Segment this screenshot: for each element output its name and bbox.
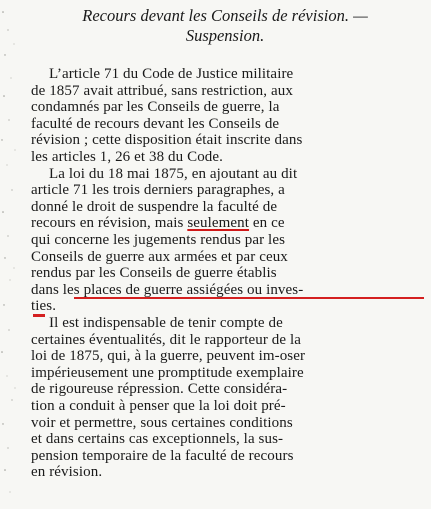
paragraph-1-line: révision ; cette disposition était inscrite dans	[31, 132, 303, 149]
paragraph-1-line: faculté de recours devant les Conseils de	[31, 115, 280, 132]
paragraph-3-line: Il est indispensable de tenir compte de	[49, 315, 283, 331]
paragraph-3-line: tion a conduit à penser que la loi doit pré-	[31, 398, 286, 414]
underlined-word: seulement	[187, 215, 250, 232]
paragraph-1-line: les articles 1, 26 et 38 du Code.	[31, 149, 224, 165]
paragraph-3-line: et dans certains cas exceptionnels, la sus-	[31, 431, 284, 448]
underlined-phrase: les places de guerre assiégées ou inves-	[62, 281, 304, 298]
text-run: en ce	[249, 215, 285, 232]
section-subheading: Suspension.	[185, 26, 265, 45]
paragraph-2-line: qui concerne les jugements rendus par les	[31, 232, 286, 248]
paragraph-2-line: donné le droit de suspendre la faculté de	[31, 198, 278, 215]
paragraph-1-line: de 1857 avait attribué, sans restriction, aux	[31, 82, 293, 99]
paragraph-2-line	[31, 215, 423, 232]
paragraph-1-line: condamnés par les Conseils de guerre, la	[31, 99, 280, 116]
paragraph-2-line: ties.	[31, 298, 57, 315]
paragraph-3-line: impérieusement une promptitude exemplaire	[31, 364, 304, 381]
text-run: dans	[31, 281, 63, 298]
scan-noise-margin	[0, 0, 18, 509]
text-run: recours en révision, mais	[31, 215, 188, 232]
paragraph-3-line: pension temporaire de la faculté de recours	[31, 447, 294, 464]
paragraph-2-line: article 71 les trois derniers paragraphes, a	[31, 182, 285, 199]
paragraph-3-line: certaines éventualités, dit le rapporteur de la	[31, 331, 301, 348]
paragraph-1-line: L’article 71 du Code de Justice militaire	[49, 66, 294, 82]
section-heading: Recours devant les Conseils de révision. —	[82, 6, 368, 25]
paragraph-2-line: La loi du 18 mai 1875, en ajoutant au dit	[49, 165, 298, 182]
paragraph-2-line: Conseils de guerre aux armées et par ceux	[31, 248, 288, 265]
paragraph-3-line: de rigoureuse répression. Cette considéra-	[31, 381, 288, 398]
paragraph-2-line: rendus par les Conseils de guerre établis	[31, 265, 277, 282]
paragraph-2-line	[31, 282, 423, 299]
paragraph-3-line: loi de 1875, qui, à la guerre, peuvent im-oser	[31, 348, 306, 365]
paragraph-3-line: en révision.	[31, 464, 103, 481]
paragraph-3-line: voir et permettre, sous certaines conditions	[31, 414, 293, 431]
